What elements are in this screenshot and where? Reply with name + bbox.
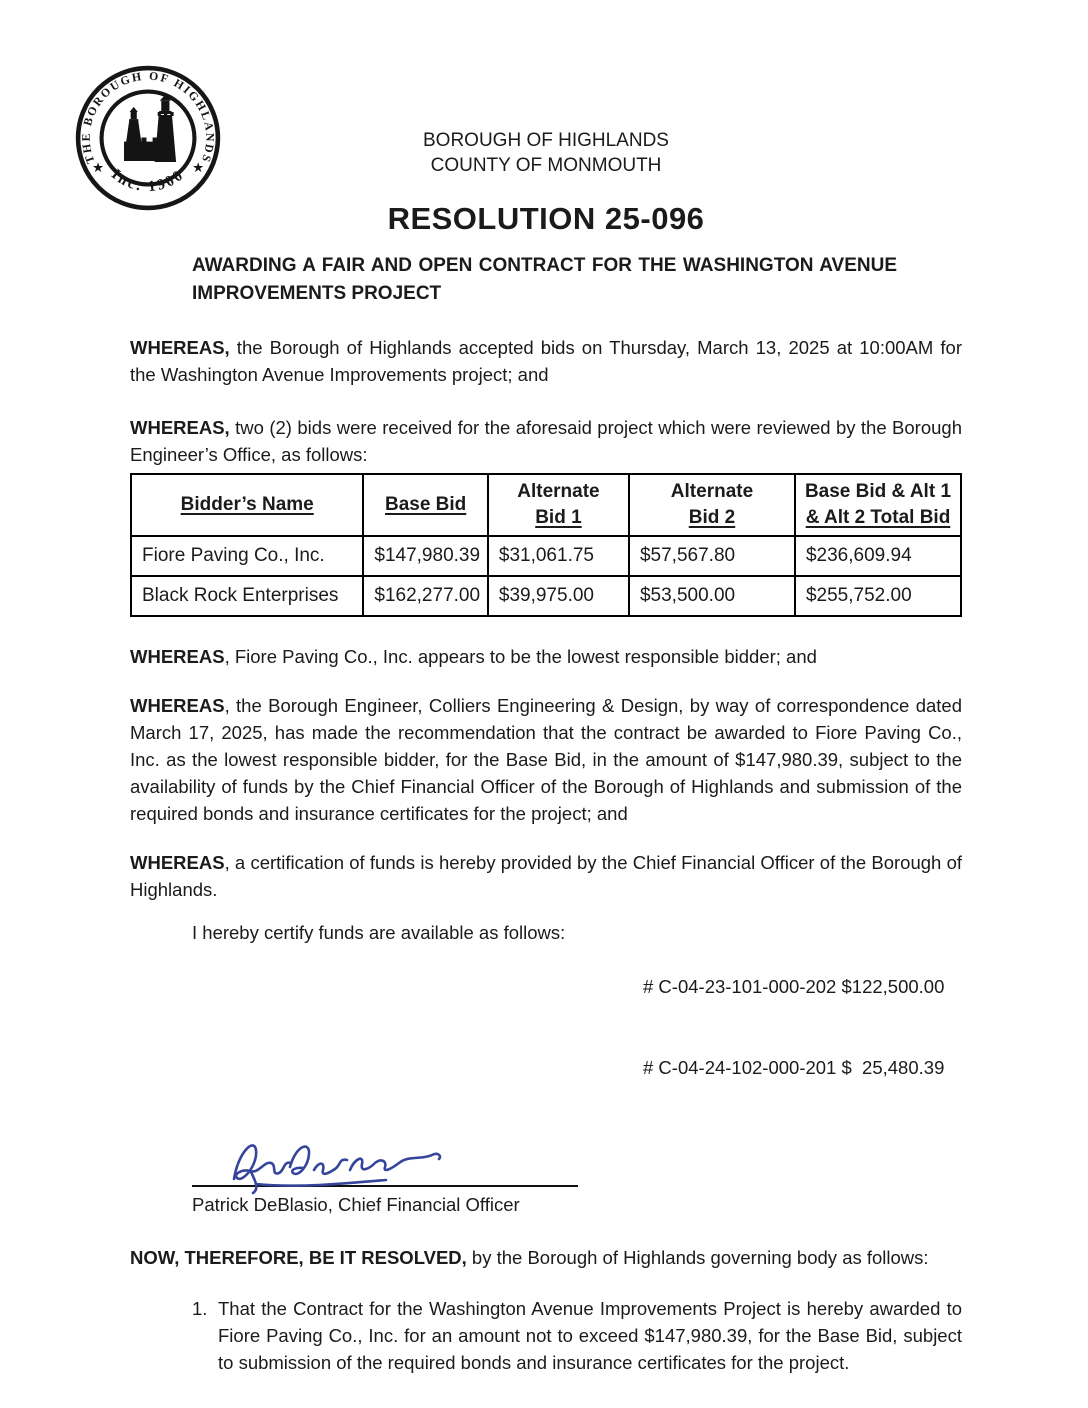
- twin-lights-emblem-icon: [124, 95, 176, 162]
- letterhead-county: COUNTY OF MONMOUTH: [430, 155, 662, 176]
- col-header-total-bid: [795, 474, 961, 536]
- cell-bidder-name: Fiore Paving Co., Inc.: [131, 536, 363, 576]
- whereas-clause-2: [130, 414, 962, 468]
- seal-star-right-icon: ★: [192, 160, 204, 176]
- whereas-clause-3: [130, 643, 962, 670]
- seal-graphic: [74, 64, 222, 212]
- signature-line: [192, 1135, 578, 1187]
- certification-label: I hereby certify funds are available as follows:: [192, 922, 566, 943]
- account-list: [643, 919, 962, 1135]
- item-number: 1.: [192, 1298, 208, 1319]
- header-text: Bid 1: [535, 507, 582, 528]
- clause-text: , a certification of funds is hereby provided by the Chief Financial Officer of the Borough of Highlands.: [130, 852, 962, 900]
- resolved-item-1: [192, 1295, 962, 1376]
- whereas-lead: WHEREAS: [130, 646, 225, 667]
- letterhead: [130, 0, 962, 178]
- cell-base-bid: $162,277.00: [363, 576, 488, 616]
- whereas-clause-5: [130, 849, 962, 903]
- clause-text: by the Borough of Highlands governing body as follows:: [466, 1247, 929, 1268]
- header-text: Alternate: [517, 481, 600, 502]
- header-text: Bid 2: [688, 507, 736, 528]
- certification-block: [192, 919, 962, 1135]
- letterhead-org: BOROUGH OF HIGHLANDS: [423, 130, 669, 151]
- clause-text: two (2) bids were received for the aforesaid project which were reviewed by the Borough Engineer’s Office, as follows:: [130, 417, 962, 465]
- cell-alt1: $31,061.75: [488, 536, 629, 576]
- header-text: Bidder’s Name: [180, 494, 314, 515]
- cell-alt2: $53,500.00: [629, 576, 795, 616]
- resolved-clause: [130, 1244, 962, 1271]
- resolution-title: RESOLUTION 25-096: [387, 201, 705, 236]
- header-text: & Alt 2 Total Bid: [805, 507, 951, 528]
- cell-alt1: $39,975.00: [488, 576, 629, 616]
- cell-total: $236,609.94: [795, 536, 961, 576]
- clause-text: , Fiore Paving Co., Inc. appears to be the lowest responsible bidder; and: [224, 646, 817, 667]
- whereas-lead: WHEREAS,: [130, 337, 230, 358]
- cell-alt2: $57,567.80: [629, 536, 795, 576]
- col-header-alternate-bid-1: [488, 474, 629, 536]
- bid-table: [130, 473, 962, 617]
- signature-script: [226, 1133, 478, 1199]
- clause-text: the Borough of Highlands accepted bids on Thursday, March 13, 2025 at 10:00AM for the Washington Avenue Improvements project; and: [130, 337, 962, 385]
- col-header-alternate-bid-2: [629, 474, 795, 536]
- item-text: That the Contract for the Washington Avenue Improvements Project is hereby awarded to Fiore Paving Co., Inc. for an amount not to exceed $147,980.39, for the Base Bid, subject to submission of the required bonds and insurance certificates for the project.: [218, 1298, 962, 1373]
- signature-name: Patrick DeBlasio, Chief Financial Officer: [192, 1194, 520, 1215]
- resolution-subtitle: AWARDING A FAIR AND OPEN CONTRACT FOR THE WASHINGTON AVENUE IMPROVEMENTS PROJECT: [192, 255, 897, 304]
- header-text: Base Bid: [384, 494, 467, 515]
- table-row: [131, 536, 961, 576]
- resolved-lead: NOW, THEREFORE, BE IT RESOLVED,: [130, 1247, 467, 1268]
- bid-table-header-row: [131, 474, 961, 536]
- cell-bidder-name: Black Rock Enterprises: [131, 576, 363, 616]
- cell-base-bid: $147,980.39: [363, 536, 488, 576]
- col-header-bidder-name: [131, 474, 363, 536]
- whereas-lead: WHEREAS: [130, 852, 225, 873]
- clause-text: , the Borough Engineer, Colliers Engineering & Design, by way of correspondence dated March 17, 2025, has made the recommendation that the contract be awarded to Fiore Paving Co., Inc. as the lowest responsible bidder, for the Base Bid, in the amount of $147,980.39, subject to the availability of funds by the Chief Financial Officer of the Borough of Highlands and submission of the required bonds and insurance certificates for the project; and: [130, 695, 962, 824]
- whereas-lead: WHEREAS: [130, 695, 225, 716]
- col-header-base-bid: [363, 474, 488, 536]
- header-text: Alternate: [670, 481, 754, 502]
- whereas-lead: WHEREAS,: [130, 417, 230, 438]
- whereas-clause-4: [130, 692, 962, 827]
- borough-seal: [74, 64, 222, 212]
- account-line: # C-04-24-102-000-201 $ 25,480.39: [643, 1057, 945, 1078]
- header-text: Base Bid & Alt 1: [804, 481, 952, 502]
- seal-ring-text: THE BOROUGH OF HIGHLANDS: [79, 69, 217, 166]
- account-line: # C-04-23-101-000-202 $122,500.00: [643, 976, 945, 997]
- seal-year-text: Inc. 1900: [107, 165, 188, 196]
- seal-star-left-icon: ★: [92, 160, 104, 176]
- whereas-clause-1: [130, 334, 962, 388]
- table-row: [131, 576, 961, 616]
- cell-total: $255,752.00: [795, 576, 961, 616]
